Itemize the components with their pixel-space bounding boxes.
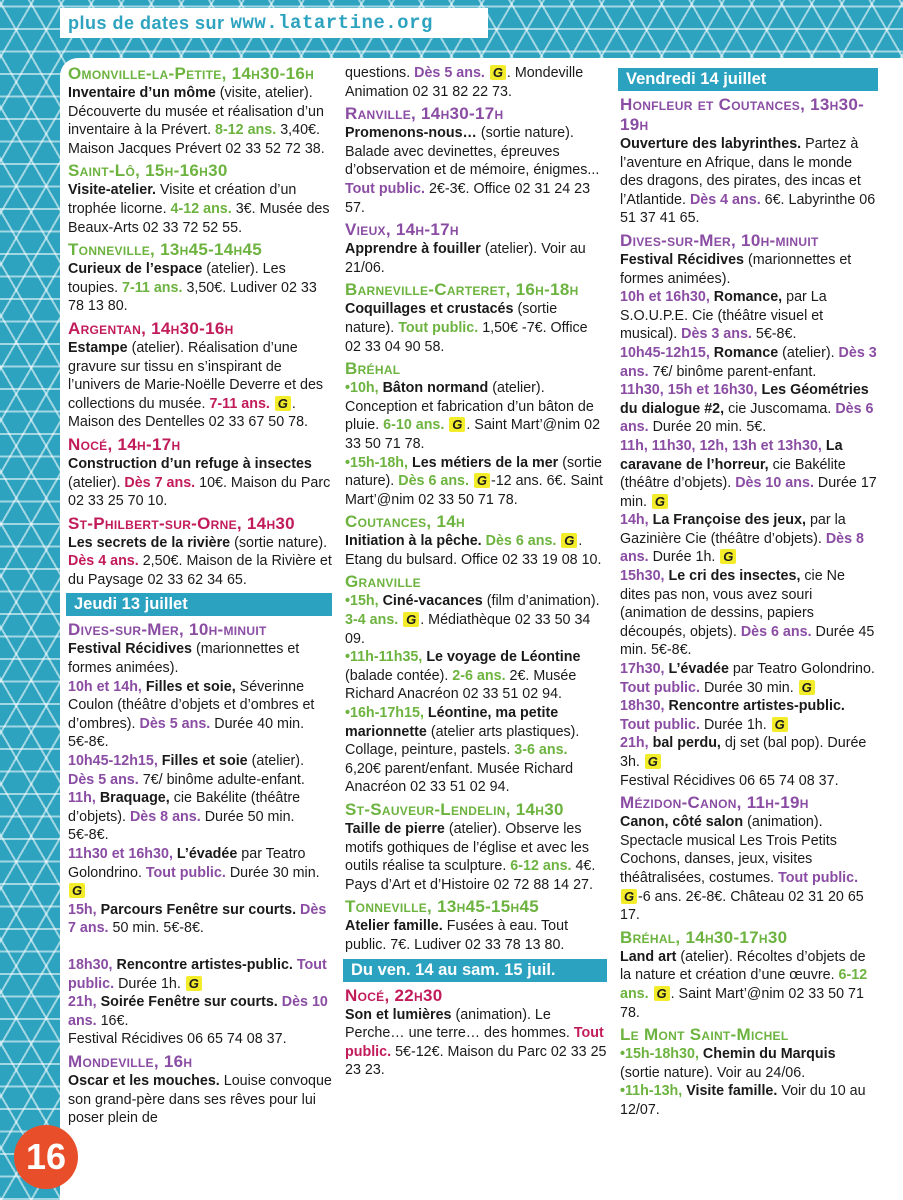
audience-label: 6-10 ans. xyxy=(383,417,445,434)
event-text: 7€/ binôme adulte-enfant. xyxy=(142,771,305,788)
event-text: (animation). Le Perche… une terre… des hommes. xyxy=(345,1006,574,1042)
event-location: Nocé, 22h30 xyxy=(345,985,443,1005)
time-label: 18h30, xyxy=(620,698,665,715)
event-location: Omonville-la-Petite, 14h30-16h xyxy=(68,64,315,83)
event-line xyxy=(620,381,878,437)
event-title: Festival Récidives xyxy=(620,251,744,268)
event-text: (atelier). Conception et fabrication d’un bâton de pluie. xyxy=(345,380,594,434)
audience-label: 8-12 ans. xyxy=(215,122,277,139)
event-text: cie Juscomama. xyxy=(728,400,836,417)
event-location: Bréhal xyxy=(345,359,401,379)
audience-label: 3-6 ans. xyxy=(514,742,568,759)
g-badge-icon: G xyxy=(69,883,85,898)
time-label: 10h45-12h15, xyxy=(620,344,710,361)
audience-label: 6-12 ans. xyxy=(620,967,868,1002)
event-entry xyxy=(620,793,878,925)
event-location: Barneville-Carteret, 16h-18h xyxy=(345,280,579,300)
event-entry xyxy=(345,512,607,569)
event-text: 3,40€. Maison Jacques Prévert 02 33 52 72 38. xyxy=(68,122,325,157)
event-text: Séverinne Coulon (théâtre d’objets et d’ombres et d’ombres). xyxy=(68,678,315,732)
event-text: 6,20€ parent/enfant. Musée Richard Anacréon 02 33 51 02 94. xyxy=(345,760,574,796)
event-line xyxy=(620,135,878,228)
event-line xyxy=(68,339,332,432)
event-text: (sortie nature). Balade avec devinettes, épreuves d’observation et de mémoire, énigmes... xyxy=(345,125,600,179)
event-line xyxy=(68,455,332,511)
time-label: •10h, xyxy=(345,380,379,397)
event-location: Bréhal, 14h30-17h30 xyxy=(620,927,788,947)
event-entry xyxy=(68,319,332,432)
audience-label: 6-12 ans. xyxy=(510,858,572,875)
event-line xyxy=(345,704,607,797)
event-text: Durée 1h. xyxy=(703,716,771,733)
event-text: (atelier). Récoltes d’objets de la nature et création d’une œuvre. xyxy=(620,948,866,984)
audience-label: Tout public. xyxy=(68,956,327,992)
audience-label: Tout public. xyxy=(398,319,479,336)
event-line xyxy=(620,288,878,344)
event-title: La caravane de l’horreur, xyxy=(620,437,843,473)
event-title: Land art xyxy=(620,948,677,965)
event-title: Filles et soie xyxy=(161,753,248,770)
audience-label: Dès 4 ans. xyxy=(68,553,139,570)
g-badge-icon: G xyxy=(772,717,788,732)
audience-label: Dès 5 ans. xyxy=(68,771,139,788)
event-entry xyxy=(345,64,607,101)
event-text: 5€-12€. Maison du Parc 02 33 25 23 23. xyxy=(345,1043,607,1079)
event-line xyxy=(68,534,332,590)
time-label: 10h45-12h15, xyxy=(68,753,158,770)
audience-label: Tout public. xyxy=(145,864,226,881)
event-line xyxy=(68,789,332,845)
event-text: (marionnettes et formes animées). xyxy=(68,641,300,677)
event-location: St-Philbert-sur-Orne, 14h30 xyxy=(68,513,295,533)
time-label: •16h-17h15, xyxy=(345,705,424,722)
event-text: Durée 30 min. xyxy=(229,864,320,881)
g-badge-icon: G xyxy=(186,976,202,991)
event-title: Rencontre artistes-public. xyxy=(116,956,293,973)
time-label: 11h30, 15h et 16h30, xyxy=(620,382,758,399)
audience-label: Dès 7 ans. xyxy=(124,474,196,491)
time-label: •15h-18h, xyxy=(345,454,409,471)
day-heading: Jeudi 13 juillet xyxy=(66,593,332,616)
event-text: (sortie nature). xyxy=(345,301,558,336)
g-badge-icon: G xyxy=(799,680,815,695)
time-label: 15h30, xyxy=(620,568,665,585)
event-title: Braquage, xyxy=(99,790,170,807)
event-line xyxy=(620,344,878,381)
event-title: Ouverture des labyrinthes. xyxy=(620,136,802,152)
event-location: Vieux, 14h-17h xyxy=(345,220,459,240)
event-title: Atelier famille. xyxy=(345,918,443,935)
event-text: Durée 50 min. 5€-8€. xyxy=(68,808,295,844)
event-line xyxy=(68,1072,332,1128)
event-title: Bâton normand xyxy=(382,380,489,397)
event-entry xyxy=(68,1052,332,1128)
audience-label: Dès 6 ans. xyxy=(398,473,469,490)
event-title: L’évadée xyxy=(668,661,729,678)
event-text: (sortie nature). xyxy=(345,454,602,490)
event-location: Ranville, 14h30-17h xyxy=(345,104,504,124)
event-location: Saint-Lô, 15h-16h30 xyxy=(68,161,228,181)
event-title: Coquillages et crustacés xyxy=(345,301,514,318)
audience-label: Dès 4 ans. xyxy=(689,191,761,208)
event-text: Fusées à eau. Tout public. 7€. Ludiver 02 33 78 13 80. xyxy=(345,918,569,953)
event-line xyxy=(345,300,607,356)
event-line xyxy=(345,820,607,894)
event-location: Tonneville, 13h45-15h45 xyxy=(345,897,540,917)
site-banner xyxy=(60,8,488,38)
event-text: cie Ne dites pas non, vous avez souri (animation de dessins, papiers découpés, objets). xyxy=(620,568,845,640)
event-title: Romance xyxy=(713,344,779,361)
event-line xyxy=(620,660,878,697)
event-entry xyxy=(620,231,878,790)
audience-label: Dès 6 ans. xyxy=(485,533,557,550)
event-text: -6 ans. 2€-8€. Château 02 31 20 65 17. xyxy=(620,888,864,924)
audience-label: 2-6 ans. xyxy=(452,667,506,684)
event-line xyxy=(68,845,332,901)
event-text: 1,50€ -7€. Office 02 33 04 90 58. xyxy=(345,319,588,355)
event-line xyxy=(620,772,878,791)
event-title: Curieux de l’espace xyxy=(68,261,203,278)
event-text: Voir du 10 au 12/07. xyxy=(620,1083,866,1118)
g-badge-icon: G xyxy=(474,473,490,488)
time-label: 10h et 14h, xyxy=(68,678,142,695)
event-text: Durée 1h. xyxy=(652,549,720,566)
event-title: Les Géométries du dialogue #2, xyxy=(620,382,869,417)
event-text: (sortie nature). xyxy=(234,534,328,551)
event-title: Visite famille. xyxy=(686,1083,778,1100)
event-text: 2,50€. Maison de la Rivière et du Paysage 02 33 62 34 65. xyxy=(68,553,332,588)
event-entry xyxy=(345,104,607,217)
event-text: par Teatro Golondrino. xyxy=(732,661,875,678)
event-text: . Mondeville Animation 02 31 82 22 73. xyxy=(345,65,584,100)
event-location: Argentan, 14h30-16h xyxy=(68,318,234,338)
column-1 xyxy=(68,64,332,1131)
event-line xyxy=(620,1045,878,1082)
event-text: 10€. Maison du Parc 02 33 25 70 10. xyxy=(68,474,331,510)
event-title: Promenons-nous… xyxy=(345,125,477,142)
event-text: 2€-3€. Office 02 31 24 23 57. xyxy=(345,180,591,216)
event-text: questions. xyxy=(345,65,415,81)
event-text: (atelier). xyxy=(251,753,305,770)
event-line xyxy=(68,181,332,237)
g-badge-icon: G xyxy=(645,754,661,769)
event-location: Nocé, 14h-17h xyxy=(68,434,181,454)
audience-label: Dès 6 ans. xyxy=(740,623,812,640)
day-heading: Vendredi 14 juillet xyxy=(618,68,878,91)
time-label: 21h, xyxy=(620,735,649,752)
event-line xyxy=(68,938,332,956)
event-line xyxy=(620,251,878,288)
banner-prefix: plus de dates sur xyxy=(68,12,225,33)
time-label: •11h-13h, xyxy=(620,1083,683,1100)
event-text: 3€. Musée des Beaux-Arts 02 33 72 52 55. xyxy=(68,200,330,236)
time-label: 17h30, xyxy=(620,661,665,678)
event-location: Dives-sur-Mer, 10h-minuit xyxy=(68,620,267,640)
site-url-link[interactable]: www.latartine.org xyxy=(230,12,433,34)
event-text: 5€-8€. xyxy=(755,326,797,343)
event-title: Parcours Fenêtre sur courts. xyxy=(100,901,297,918)
event-text: (atelier). xyxy=(68,474,125,491)
audience-label: Tout public. xyxy=(620,716,700,733)
g-badge-icon: G xyxy=(275,396,291,411)
event-title: Chemin du Marquis xyxy=(702,1046,836,1063)
time-label: 11h30 et 16h30, xyxy=(68,846,173,862)
event-title: Inventaire d’un môme xyxy=(68,85,216,101)
event-title: Le cri des insectes, xyxy=(668,568,801,585)
event-line xyxy=(68,84,332,158)
event-location: Granville xyxy=(345,572,421,592)
time-label: 18h30, xyxy=(68,956,113,973)
event-entry xyxy=(345,280,607,356)
event-line xyxy=(345,64,607,101)
event-title: bal perdu, xyxy=(652,735,721,752)
event-text: par Teatro Golondrino. xyxy=(68,846,306,881)
event-entry xyxy=(68,161,332,237)
event-text: 50 min. 5€-8€. xyxy=(112,920,204,937)
event-text: Visite et création d’un trophée licorne. xyxy=(68,182,297,217)
event-line xyxy=(620,697,878,734)
audience-label: Dès 5 ans. xyxy=(139,715,211,732)
event-text: cie Bakélite (théâtre d’objets). xyxy=(68,790,301,825)
audience-label: 7-11 ans. xyxy=(122,279,183,296)
event-line xyxy=(345,592,607,648)
g-badge-icon: G xyxy=(720,549,736,564)
event-location: Tonneville, 13h45-14h45 xyxy=(68,240,263,260)
event-text: Durée 30 min. xyxy=(703,679,798,696)
column-2 xyxy=(345,64,607,1083)
time-label: 14h, xyxy=(620,512,649,529)
time-label: •15h, xyxy=(345,593,379,610)
event-title: Construction d’un refuge à insectes xyxy=(68,455,312,472)
event-entry xyxy=(345,897,607,954)
event-title: Ciné-vacances xyxy=(382,593,483,610)
audience-label: Dès 7 ans. xyxy=(68,901,327,937)
event-text: Durée 17 min. xyxy=(620,475,877,510)
event-text: 16€. xyxy=(100,1012,129,1029)
event-text: . Saint Mart’@nim 02 33 50 71 78. xyxy=(345,417,601,452)
event-text: Festival Récidives 06 65 74 08 37. xyxy=(68,1031,287,1048)
time-label: 15h, xyxy=(68,901,97,918)
event-location: Honfleur et Coutances, 13h30-19h xyxy=(620,95,865,134)
event-line xyxy=(345,454,607,510)
audience-label: Dès 3 ans. xyxy=(681,326,752,343)
event-text: . Saint Mart’@nim 02 33 50 71 78. xyxy=(620,985,864,1021)
g-badge-icon: G xyxy=(621,889,637,904)
audience-label: Dès 10 ans. xyxy=(68,994,328,1029)
event-entry xyxy=(345,572,607,797)
event-text: (animation). Spectacle musical Les Trois Petits Cochons, danses, jeux, visites théâtralisées, costumes. xyxy=(620,814,837,886)
event-text: Louise convoque son grand-père dans ses rêves pour lui poser plein de xyxy=(68,1072,332,1127)
page-number-badge: 16 xyxy=(14,1125,78,1189)
event-text: 3,50€. Ludiver 02 33 78 13 80. xyxy=(68,279,317,315)
event-text: (atelier). Les toupies. xyxy=(68,261,286,296)
event-line xyxy=(620,437,878,511)
event-location: Dives-sur-Mer, 10h-minuit xyxy=(620,230,819,250)
event-text: 2€. Musée Richard Anacréon 02 33 51 02 94. xyxy=(345,667,577,703)
event-location: Mondeville, 16h xyxy=(68,1051,193,1071)
g-badge-icon: G xyxy=(654,986,670,1001)
audience-label: Dès 5 ans. xyxy=(414,65,485,81)
event-title: Estampe xyxy=(68,339,128,356)
audience-label: 3-4 ans. xyxy=(345,612,399,629)
event-entry xyxy=(345,800,607,894)
event-line xyxy=(620,948,878,1022)
event-text: cie Bakélite (théâtre d’objets). xyxy=(620,456,846,492)
g-badge-icon: G xyxy=(490,65,506,80)
g-badge-icon: G xyxy=(652,494,668,509)
event-text: Durée 20 min. 5€. xyxy=(652,419,767,436)
event-title: Festival Récidives xyxy=(68,641,192,658)
event-line xyxy=(345,1006,607,1080)
event-text: (atelier arts plastiques). Collage, peinture, pastels. xyxy=(345,723,580,759)
event-text: par La S.O.U.P.E. Cie (théâtre visuel et musical). xyxy=(620,289,827,343)
event-entry xyxy=(345,986,607,1080)
event-line xyxy=(345,240,607,277)
event-line xyxy=(345,124,607,217)
event-entry xyxy=(68,620,332,1048)
audience-label: Tout public. xyxy=(345,180,425,197)
event-entry xyxy=(620,95,878,228)
event-location: Mézidon-Canon, 11h-19h xyxy=(620,793,809,813)
audience-label: Dès 10 ans. xyxy=(735,475,814,492)
event-text: (balade contée). xyxy=(345,667,453,684)
audience-label: Dès 8 ans. xyxy=(129,808,201,825)
event-text: (visite, atelier). Découverte du musée et réalisation d’un inventaire à la Prévert. xyxy=(68,85,324,139)
g-badge-icon: G xyxy=(561,533,577,548)
event-title: Son et lumières xyxy=(345,1006,452,1023)
event-line xyxy=(345,379,607,453)
event-entry xyxy=(620,928,878,1022)
event-text: . Maison des Dentelles 02 33 67 50 78. xyxy=(68,395,309,431)
event-title: Les métiers de la mer xyxy=(412,454,559,471)
event-text: dj set (bal pop). Durée 3h. xyxy=(620,735,867,770)
event-text: (sortie nature). Voir au 24/06. xyxy=(620,1064,806,1081)
column-3 xyxy=(620,64,878,1123)
event-line xyxy=(620,813,878,925)
event-line xyxy=(68,1030,332,1049)
event-title: Les secrets de la rivière xyxy=(68,534,231,551)
event-location: Coutances, 14h xyxy=(345,512,465,532)
event-text: . Médiathèque 02 33 50 34 09. xyxy=(345,612,591,647)
event-line xyxy=(345,917,607,954)
event-line xyxy=(620,511,878,567)
event-text: Durée 40 min. 5€-8€. xyxy=(68,715,305,751)
time-label: 21h, xyxy=(68,994,97,1011)
event-title: Visite-atelier. xyxy=(68,182,156,199)
event-title: Léontine, ma petite marionnette xyxy=(345,705,559,740)
event-text: (atelier). Observe les motifs gothiques de l’église et avec les outils réalise ta sculpture. xyxy=(345,821,589,875)
event-text: (atelier). xyxy=(782,344,839,361)
event-text: 4€. Pays d’Art et d’Histoire 02 72 88 14 27. xyxy=(345,858,596,893)
audience-label: 4-12 ans. xyxy=(170,200,232,217)
event-line xyxy=(68,640,332,677)
event-line xyxy=(620,567,878,660)
event-line xyxy=(68,901,332,938)
event-text: Durée 1h. xyxy=(118,975,185,992)
event-entry xyxy=(68,64,332,158)
event-entry xyxy=(345,220,607,277)
event-title: Oscar et les mouches. xyxy=(68,1072,220,1089)
event-line xyxy=(68,993,332,1030)
event-text: (film d’animation). xyxy=(486,593,600,610)
g-badge-icon: G xyxy=(403,612,419,627)
event-title: La Françoise des jeux, xyxy=(652,512,806,529)
event-text: (atelier). Voir au 21/06. xyxy=(345,241,586,276)
event-line xyxy=(68,260,332,316)
time-label: 11h, 11h30, 12h, 13h et 13h30, xyxy=(620,437,822,454)
event-entry xyxy=(68,514,332,590)
event-line xyxy=(345,532,607,569)
event-text: par la Gazinière Cie (théâtre d’objets). xyxy=(620,512,846,547)
g-badge-icon: G xyxy=(449,417,465,432)
event-title: Taille de pierre xyxy=(345,821,445,837)
event-title: Canon, côté salon xyxy=(620,814,744,831)
audience-label: Tout public. xyxy=(345,1025,604,1060)
event-title: Le voyage de Léontine xyxy=(426,649,581,666)
event-line xyxy=(68,956,332,993)
audience-label: Dès 3 ans. xyxy=(620,344,877,380)
event-text: (marionnettes et formes animées). xyxy=(620,251,852,287)
event-title: Soirée Fenêtre sur courts. xyxy=(100,994,278,1011)
event-title: Initiation à la pêche. xyxy=(345,533,482,550)
audience-label: 7-11 ans. xyxy=(209,395,270,412)
event-text: Festival Récidives 06 65 74 08 37. xyxy=(620,772,839,789)
audience-label: Dès 8 ans. xyxy=(620,530,864,566)
event-title: Apprendre à fouiller xyxy=(345,241,481,258)
event-title: Filles et soie, xyxy=(145,678,236,695)
event-title: L’évadée xyxy=(176,846,238,862)
event-location: St-Sauveur-Lendelin, 14h30 xyxy=(345,800,564,819)
audience-label: Tout public. xyxy=(778,869,859,886)
event-entry xyxy=(345,359,607,509)
event-text: 7€/ binôme parent-enfant. xyxy=(652,363,817,380)
time-label: •11h-11h35, xyxy=(345,649,423,666)
time-label: •15h-18h30, xyxy=(620,1046,699,1063)
event-entry xyxy=(68,435,332,511)
event-text: Durée 45 min. 5€-8€. xyxy=(620,623,875,659)
event-line xyxy=(68,752,332,789)
listings-panel xyxy=(60,58,903,1200)
event-line xyxy=(620,734,878,771)
audience-label: Tout public. xyxy=(620,679,700,696)
event-text: -12 ans. 6€. Saint Mart’@nim 02 33 50 71 78. xyxy=(345,473,604,508)
event-line xyxy=(345,648,607,704)
event-title: Romance, xyxy=(713,289,783,306)
day-heading: Du ven. 14 au sam. 15 juil. xyxy=(343,959,607,982)
event-location: Le Mont Saint-Michel xyxy=(620,1025,789,1045)
time-label: 10h et 16h30, xyxy=(620,289,710,306)
event-line xyxy=(68,678,332,752)
time-label: 11h, xyxy=(68,790,96,807)
event-line xyxy=(620,1082,878,1119)
audience-label: Dès 6 ans. xyxy=(620,400,874,436)
event-text: (atelier). Réalisation d’une gravure sur tissu en s’inspirant de l’univers de Marie-Noëlle Deverre et des collections du musée. xyxy=(68,339,324,412)
event-text: . Etang du bulsard. Office 02 33 19 08 10. xyxy=(345,533,602,568)
event-entry xyxy=(68,240,332,316)
event-text: 6€. Labyrinthe 06 51 37 41 65. xyxy=(620,191,876,227)
event-text: Partez à l’aventure en Afrique, dans le monde des dragons, des pirates, des incas et l’Atlantide. xyxy=(620,136,861,208)
event-title: Rencontre artistes-public. xyxy=(668,698,845,715)
event-entry xyxy=(620,1025,878,1119)
